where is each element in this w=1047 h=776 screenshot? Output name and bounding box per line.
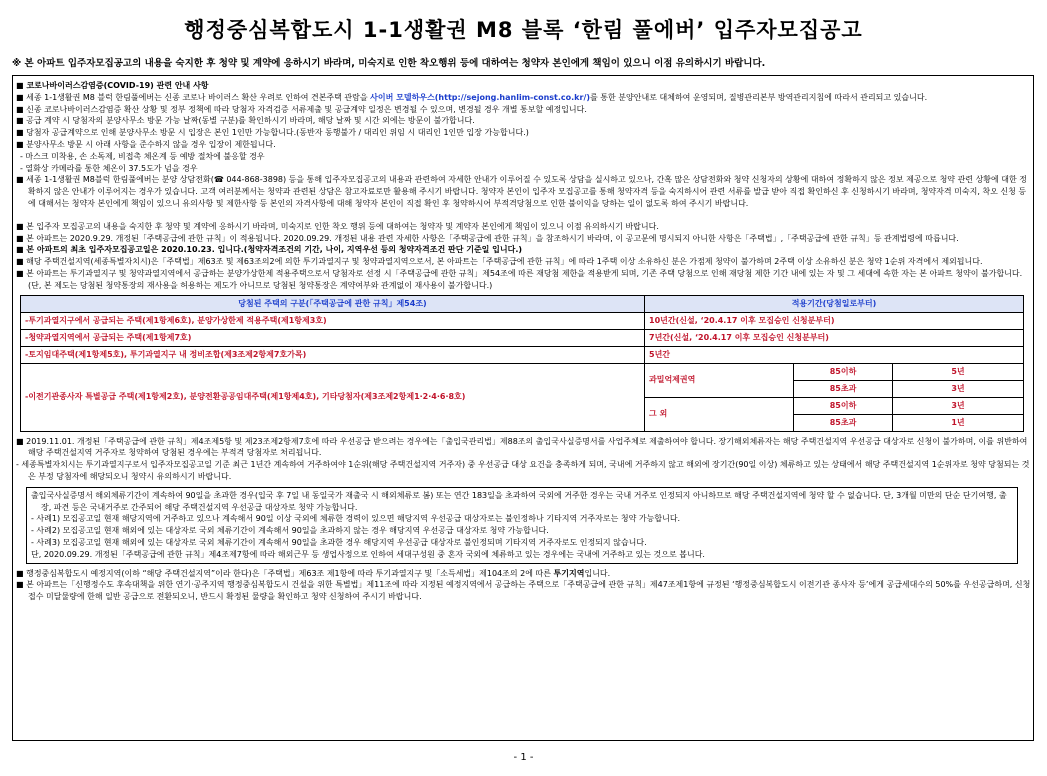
covid-paragraph: ■ 분양사무소 방문 시 아래 사항을 준수하지 않을 경우 입장이 제한됩니다. <box>16 139 276 149</box>
table-row: -토지임대주택(제1항제5호), 투기과열지구 내 정비조합(제3조제2항제7호가목) 5년간 <box>21 346 1024 363</box>
page-number: - 1 - <box>513 752 534 763</box>
table-row: -투기과열지구에서 공급되는 주택(제1항제6호), 분양가상한제 적용주택(제1항제3호) 10년간(신설, ‘20.4.17 이후 모집승인 신청분부터) <box>21 312 1024 329</box>
table-row: 85초과 1년 <box>21 414 1024 431</box>
notice-content <box>16 80 1032 603</box>
covid-paragraph: ■ 당첨자 공급계약으로 인해 분양사무소 방문 시 입장은 본인 1인만 가능합니다.(동반자 동행불가 / 대리인 위임 시 대리인 1인만 입장 가능합니다.) <box>16 128 529 138</box>
case-item: - 사례1) 모집공고일 현재 해당지역에 거주하고 있으나 계속해서 90일 이상 국외에 체류한 경력이 있으면 해당지역 우선공급 대상자로는 불인정하나 기타지역 거주자로는 청약 가능합니다. <box>31 514 681 524</box>
case-item: - 사례2) 모집공고일 현재 해외에 있는 대상자로 국외 체류기간이 계속해서 90일을 초과하지 않는 경우 해당지역 우선공급 대상자로 청약 가능합니다. <box>31 526 549 536</box>
residence-paragraph: - 세종특별자치시는 투기과열지구로서 입주자모집공고일 기준 최근 1년간 계속하여 거주하여야 1순위(해당 주택건설지역 거주자) 중 우선공급 대상 요건을 충족하게 되며, 국내에 거주하지 않고 해외에 장기간(90일 이상) 체류하고 있는 상태에서 해당 주택건설지역 1순위자로 청약 당첨되는 것은 부정 당첨자에 해당되오니 청약시 유의하시기 바랍니다. <box>16 460 1030 481</box>
case-item: - 사례3) 모집공고일 현재 해외에 있는 대상자로 국외 체류기간이 계속해서 90일을 초과한 경우 해당지역 우선공급 대상자로 불인정되며 기타지역 거주자로도 인정되지 않습니다. <box>31 537 647 547</box>
table-row: -이전기관종사자 특별공급 주택(제1항제2호), 분양전환공공임대주택(제1항제4호), 기타당첨자(제3조제2항제1·2·4·6·8호) 과밀억제권역 85이하 5년 <box>21 363 1024 380</box>
page-title: 행정중심복합도시 1-1생활권 M8 블록 ‘한림 풀에버’ 입주자모집공고 <box>184 18 863 42</box>
warning-notice: ※ 본 아파트 입주자모집공고의 내용을 숙지한 후 청약 및 계약에 응하시기 바라며, 미숙지로 인한 착오행위 등에 대하여는 청약자 본인에게 책임이 있으니 이점 유의하시기 바랍니다. <box>12 58 766 69</box>
table-row: 그 외 85이하 3년 <box>21 397 1024 414</box>
table-header-type: 당첨된 주택의 구분(「주택공급에 관한 규칙」제54조) <box>21 295 645 312</box>
general-paragraph: ■ 본 입주자 모집공고의 내용을 숙지한 후 청약 및 계약에 응하시기 바라며, 미숙지로 인한 착오 행위 등에 대하여는 청약자 및 계약자 본인에게 책임이 있으니 이점 유의하시기 바랍니다. <box>16 221 659 231</box>
covid-sub-item: - 열화상 카메라를 통한 체온이 37.5도가 넘을 경우 <box>20 163 198 173</box>
final-paragraph: ■ 행정중심복합도시 예정지역(이하 “해당 주택건설지역”이라 한다)은「주택법」제63조 제1항에 따라 투기과열지구 및「소득세법」제104조의 2에 따른 투기지역입니다. <box>16 568 611 578</box>
cyber-model-house-link[interactable]: 사이버 모델하우스(http://sejong.hanlim-const.co.kr/) <box>370 92 591 102</box>
general-paragraph: ■ 본 아파트는 2020.9.29. 개정된「주택공급에 관한 규칙」이 적용됩니다. 2020.09.29. 개정된 내용 관련 자세한 사항은「주택공급에 관한 규칙」을 참조하시기 바라며, 이 공고문에 명시되지 아니한 사항은「주택법」,「주택공급에 관한 규칙」등 관계법령에 따릅니다. <box>16 233 959 243</box>
covid-paragraph: ■ 세종 1-1생활권 M8 블럭 한림풀에버는 신종 코로나 바이러스 확산 우려로 인하여 견본주택 관람을 사이버 모델하우스(http://sejong.hanlim-const.co.kr/)를 통한 분양안내로 대체하여 운영되며, 질병관리본부 방역관리지침에 따라서 관리되고 있습니다. <box>16 92 928 102</box>
general-paragraph: ■ 해당 주택건설지역(세종특별자치시)은「주택법」제63조 및 제63조의2에 의한 투기과열지구 및 청약과열지역으로서, 본 아파트는「주택공급에 관한 규칙」에 따라 1주택 이상 소유하신 분은 가점제 청약이 불가하며 2주택 이상 소유하신 분은 청약 1순위 자격에서 제외됩니다. <box>16 257 983 267</box>
table-row: -청약과열지역에서 공급되는 주택(제1항제7호) 7년간(신설, ‘20.4.17 이후 모집승인 신청분부터) <box>21 329 1024 346</box>
covid-paragraph: ■ 신종 코로나바이러스감염증 확산 상황 및 정부 정책에 따라 당첨자 자격검증 서류제출 및 공급계약 일정은 변경될 수 있으며, 변경될 경우 개별 통보할 예정입니다. <box>16 104 587 114</box>
table-header-period: 적용기간(당첨일로부터) <box>645 295 1024 312</box>
overseas-stay-box: 출입국사실증명서 해외체류기간이 계속하여 90일을 초과한 경우(입국 후 7일 내 동일국가 재출국 시 해외체류로 봄) 또는 연간 183일을 초과하여 국외에 거주한 경우는 국내 거주로 인정되지 아니하므로 해당 주택건설지역에 청약 할 수 없습니다. 단, 3개월 미만의 단순 단기여행, 출장, 파견 등은 국내거주로 간주되어 해당 주택건설지역 우선공급 대상자로 청약 가능합니다. - 사례1) 모집공고일 현재 해당지역에 거주하고 있으나 계속해서 90일 이상 국외에 체류한 경력이 있으면 해당지역 우선공급 대상자로는 불인정하나 기타지역 거주자로는 청약 가능합니다. - 사례2) 모집공고일 현재 해외에 있는 대상자로 국외 체류기간이 계속해서 90일을 초과하지 않는 경우 해당지역 우선공급 대상자로 청약 가능합니다. - 사례3) 모집공고일 현재 해외에 있는 대상자로 국외 체류기간이 계속해서 90일을 초과한 경우 해당지역 우선공급 대상자로 불인정되며 기타지역 거주자로도 인정되지 않습니다. 단, 2020.09.29. 개정된「주택공급에 관한 규칙」제4조제7항에 따라 해외근무 등 생업사정으로 인하여 세대구성원 중 혼자 국외에 체류하고 있는 경우에는 국내에 거주하고 있는 것으로 봅니다. <box>26 487 1018 564</box>
covid-paragraph: ■ 공급 계약 시 당첨자의 분양사무소 방문 가능 날짜(동별 구분)를 확인하시기 바라며, 해당 날짜 및 시간 외에는 방문이 불가합니다. <box>16 116 475 126</box>
table-row: 85초과 3년 <box>21 380 1024 397</box>
general-paragraph: ■ 본 아파트는 투기과열지구 및 청약과열지역에서 공급하는 분양가상한제 적용주택으로서 당첨자로 선정 시「주택공급에 관한 규칙」제54조에 따른 재당첨 제한을 적용받게 되며, 기존 주택 당첨으로 인해 재당첨 제한 기간 내에 있는 자 및 그 세대에 속한 자는 본 아파트 청약이 불가합니다. (단, 본 제도는 당첨된 청약통장의 재사용을 허용하는 제도가 아니므로 당첨된 청약통장은 계약여부와 관계없이 재사용이 불가합니다.) <box>16 268 1023 290</box>
covid-heading: ■ 코로나바이러스감염증(COVID-19) 관련 안내 사항 <box>16 81 209 90</box>
covid-paragraph: ■ 세종 1-1생활권 M8블럭 한림풀에버는 분양 상담전화(☎ 044-868-3898) 등을 통해 입주자모집공고의 내용과 관련하여 자세한 안내가 이루어질 수 있도록 상담을 실시하고 있으나, 간혹 많은 상담전화와 청약 신청자의 상황에 대하여 정확하지 않은 정보 제공으로 청약 관련 상황에 대한 정확하지 않은 안내가 이루어지는 경우가 있습니다. 고객 여러분께서는 청약과 관련된 상담은 참고자료로만 활용해 주시기 바랍니다. 청약자 본인이 입주자 모집공고를 통해 청약자격 등을 숙지하시어 관련 서류를 발급 받아 직접 확인하신 후 신청하시기 바라며, 청약자격 미숙지, 착오 신청 등에 대해서는 청약자 본인에게 책임이 있으니 유의사항 및 제한사항 등 본인의 자격사항에 대해 청약자 본인이 직접 확인 후 청약하시어 부적격당첨으로 인한 불이익을 당하는 일이 없도록 하여 주시기 바랍니다. <box>16 175 1028 208</box>
covid-sub-item: - 마스크 미착용, 손 소독제, 비접촉 체온계 등 예방 절차에 불응할 경우 <box>20 151 265 161</box>
residence-paragraph: ■ 2019.11.01. 개정된「주택공급에 관한 규칙」제4조제5항 및 제23조제2항제7호에 따라 우선공급 받으려는 경우에는「출입국관리법」제88조의 출입국사실증명서를 사업주체로 제출하여야 합니다. 장기해외체류자는 해당 주택건설지역 우선공급 대상자로 신청이 불가하며, 이를 위반하여 해당 주택건설지역 거주자로 청약하여 당첨된 경우에는 부적격 당첨자로 처리됩니다. <box>16 436 1028 458</box>
final-paragraph: ■ 본 아파트는「신행정수도 후속대책을 위한 연기·공주지역 행정중심복합도시 건설을 위한 특별법」제11조에 따라 지정된 예정지역에서 공급하는 주택으로「주택공급에 관한 규칙」제47조제1항에 규정된 ‘행정중심복합도시 이전기관 종사자 등’에게 공급세대수의 50%를 우선공급하며, 신청접수 미달물량에 한해 일반 공급으로 전환되오니, 반드시 확정된 물량을 확인하고 청약 신청하여 주시기 바랍니다. <box>16 580 1031 602</box>
rewinning-restriction-table <box>20 295 1024 432</box>
announcement-date-paragraph: ■ 본 아파트의 최초 입주자모집공고일은 2020.10.23. 입니다.(청약자격조건의 기간, 나이, 지역우선 등의 청약자격조건 판단 기준일 입니다.) <box>16 245 523 255</box>
